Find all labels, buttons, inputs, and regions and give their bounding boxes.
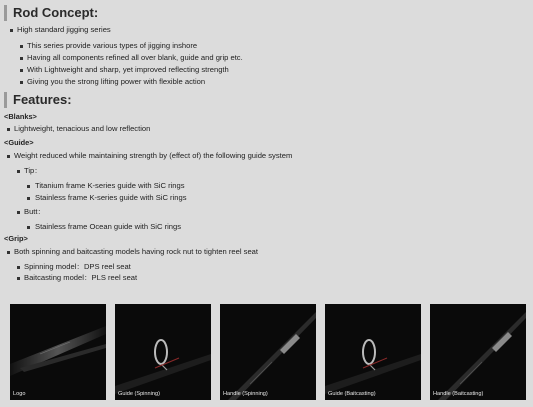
guide-tag: <Guide> (4, 138, 34, 147)
guide-tip-label: Tip： (24, 166, 42, 175)
grip-sub-item: Spinning model：DPS reel seat (24, 262, 131, 271)
gallery-thumb-logo[interactable] (10, 304, 106, 400)
bullet-icon (20, 81, 23, 84)
rod-concept-item: With Lightweight and sharp, yet improved reflecting strength (27, 65, 229, 74)
gallery-caption: Guide (Spinning) (118, 391, 160, 397)
gallery-caption: Guide (Baitcasting) (328, 391, 376, 397)
bullet-icon (27, 226, 30, 229)
bullet-icon (20, 57, 23, 60)
rod-concept-item: This series provide various types of jigging inshore (27, 41, 198, 50)
guide-baitcasting-image (325, 304, 421, 400)
gallery-thumb-guide-spinning[interactable] (115, 304, 211, 400)
rod-concept-main-item: High standard jigging series (17, 25, 111, 34)
rod-concept-item: Having all components refined all over blank, guide and grip etc. (27, 53, 243, 62)
grip-sub-item: Baitcasting model：PLS reel seat (24, 273, 138, 282)
bullet-icon (7, 128, 10, 131)
bullet-icon (20, 45, 23, 48)
grip-item: Both spinning and baitcasting models having rock nut to tighten reel seat (14, 247, 258, 256)
rod-concept-heading (4, 5, 98, 21)
rod-concept-item: Giving you the strong lifting power with flexible action (27, 77, 206, 86)
bullet-icon (10, 29, 13, 32)
handle-baitcasting-image (430, 304, 526, 400)
bullet-icon (17, 266, 20, 269)
bullet-icon (27, 197, 30, 200)
guide-item: Weight reduced while maintaining strength by (effect of) the following guide system (14, 151, 293, 160)
gallery-caption: Handle (Baitcasting) (433, 391, 484, 397)
bullet-icon (20, 69, 23, 72)
guide-tip-item: Stainless frame K-series guide with SiC rings (35, 193, 187, 202)
bullet-icon (7, 251, 10, 254)
bullet-icon (7, 155, 10, 158)
gallery-caption: Logo (13, 391, 26, 397)
guide-spinning-image (115, 304, 211, 400)
features-title: Features: (13, 92, 72, 107)
features-heading (4, 92, 72, 108)
gallery-thumb-guide-baitcasting[interactable] (325, 304, 421, 400)
handle-spinning-image (220, 304, 316, 400)
guide-butt-label: Butt： (24, 207, 46, 216)
gallery-thumb-handle-spinning[interactable] (220, 304, 316, 400)
rod-concept-title: Rod Concept: (13, 5, 99, 20)
bullet-icon (17, 170, 20, 173)
bullet-icon (17, 277, 20, 280)
guide-tip-item: Titanium frame K-series guide with SiC rings (35, 181, 185, 190)
blanks-tag: <Blanks> (4, 112, 37, 121)
rod-logo-image (10, 304, 106, 400)
bullet-icon (17, 211, 20, 214)
bullet-icon (27, 185, 30, 188)
blanks-item: Lightweight, tenacious and low reflection (14, 124, 151, 133)
gallery-thumb-handle-baitcasting[interactable] (430, 304, 526, 400)
guide-butt-item: Stainless frame Ocean guide with SiC rings (35, 222, 182, 231)
grip-tag: <Grip> (4, 234, 28, 243)
gallery-caption: Handle (Spinning) (223, 391, 268, 397)
